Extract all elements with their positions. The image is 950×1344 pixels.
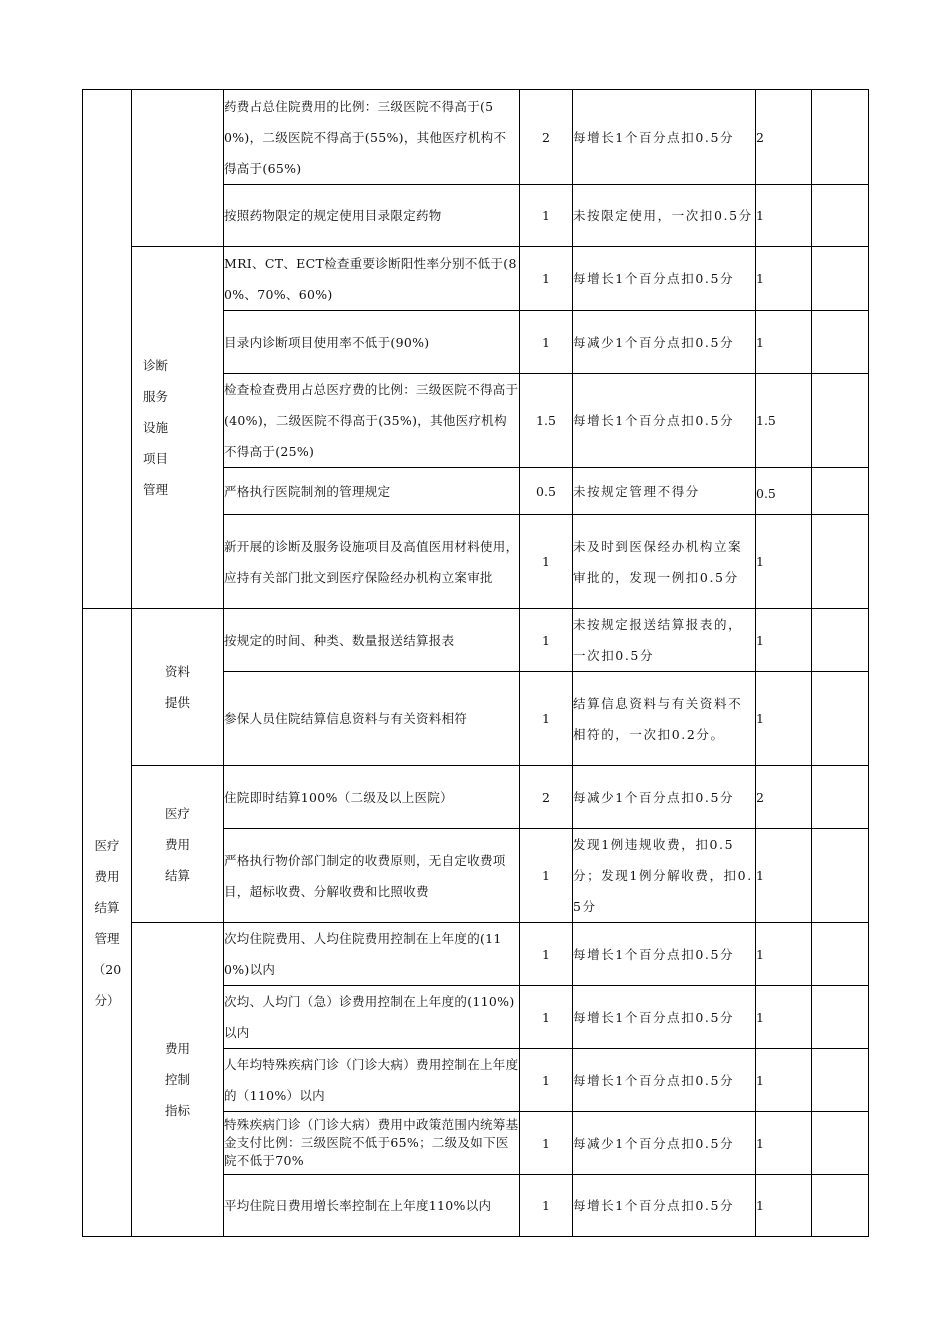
category-label: 结算 (94, 899, 120, 915)
deduction-cell: 未按限定使用，一次扣0.5分 (573, 185, 756, 247)
deduction-cell: 发现1例违规收费，扣0.5分；发现1例分解收费，扣0.5分 (573, 829, 756, 923)
remarks-cell (812, 185, 869, 247)
remarks-cell (812, 468, 869, 515)
table-row (83, 923, 869, 986)
subcategory-label: 提供 (164, 695, 190, 710)
deduction-cell: 每增长1个百分点扣0.5分 (573, 986, 756, 1049)
category-cell-empty (83, 90, 132, 609)
assessment-table (82, 89, 869, 1237)
deduction-cell: 每增长1个百分点扣0.5分 (573, 923, 756, 986)
score-cell: 1 (520, 1049, 573, 1112)
remarks-cell (812, 923, 869, 986)
score-cell: 1 (520, 609, 573, 672)
criterion-cell: 按规定的时间、种类、数量报送结算报表 (224, 609, 520, 672)
table-row (83, 247, 869, 311)
remarks-cell (812, 90, 869, 185)
remarks-cell (812, 374, 869, 468)
remarks-cell (812, 247, 869, 311)
remarks-cell (812, 829, 869, 923)
points-cell: 1 (756, 311, 812, 374)
criterion-cell: 平均住院日费用增长率控制在上年度110%以内 (224, 1175, 520, 1237)
score-cell: 1 (520, 986, 573, 1049)
subcategory-label: 管理 (143, 482, 169, 497)
subcategory-label: 诊断 (143, 358, 169, 373)
subcategory-data-provision (132, 609, 224, 766)
category-label: 费用 (94, 868, 120, 884)
subcategory-label: 费用 (164, 836, 190, 852)
score-cell: 2 (520, 766, 573, 829)
remarks-cell (812, 986, 869, 1049)
subcategory-label: 结算 (164, 867, 190, 883)
deduction-cell: 每减少1个百分点扣0.5分 (573, 311, 756, 374)
deduction-cell: 每增长1个百分点扣0.5分 (573, 374, 756, 468)
deduction-cell: 每减少1个百分点扣0.5分 (573, 1112, 756, 1175)
criterion-cell: 参保人员住院结算信息资料与有关资料相符 (224, 672, 520, 766)
score-cell: 1 (520, 1175, 573, 1237)
deduction-cell: 每减少1个百分点扣0.5分 (573, 766, 756, 829)
deduction-cell: 结算信息资料与有关资料不相符的，一次扣0.2分。 (573, 672, 756, 766)
subcategory-label: 费用 (164, 1041, 190, 1056)
category-label: 管理 (94, 930, 120, 946)
points-cell: 1 (756, 923, 812, 986)
category-medical-cost-settlement (83, 609, 132, 1237)
category-label: 医疗 (94, 837, 120, 853)
remarks-cell (812, 672, 869, 766)
subcategory-cell-empty (132, 90, 224, 247)
points-cell: 2 (756, 766, 812, 829)
remarks-cell (812, 609, 869, 672)
points-cell: 1 (756, 515, 812, 609)
subcategory-label: 医疗 (164, 805, 190, 821)
criterion-cell: MRI、CT、ECT检查重要诊断阳性率分别不低于(80%、70%、60%) (224, 247, 520, 311)
subcategory-label: 资料 (164, 664, 190, 679)
criterion-cell: 严格执行医院制剂的管理规定 (224, 468, 520, 515)
deduction-cell: 每增长1个百分点扣0.5分 (573, 1049, 756, 1112)
criterion-cell: 次均住院费用、人均住院费用控制在上年度的(110%)以内 (224, 923, 520, 986)
table-row (83, 766, 869, 829)
points-cell: 0.5 (756, 468, 812, 515)
remarks-cell (812, 311, 869, 374)
subcategory-label: 设施 (143, 420, 169, 435)
score-cell: 1 (520, 247, 573, 311)
category-label: 分） (94, 992, 120, 1008)
criterion-cell: 人年均特殊疾病门诊（门诊大病）费用控制在上年度的（110%）以内 (224, 1049, 520, 1112)
deduction-cell: 每增长1个百分点扣0.5分 (573, 1175, 756, 1237)
remarks-cell (812, 515, 869, 609)
points-cell: 1 (756, 1049, 812, 1112)
criterion-cell: 药费占总住院费用的比例：三级医院不得高于(50%)，二级医院不得高于(55%)，其他医疗机构不得高于(65%) (224, 90, 520, 185)
points-cell: 1 (756, 986, 812, 1049)
subcategory-diagnosis-services (132, 247, 224, 609)
score-cell: 1.5 (520, 374, 573, 468)
score-cell: 1 (520, 672, 573, 766)
points-cell: 2 (756, 90, 812, 185)
criterion-cell: 按照药物限定的规定使用目录限定药物 (224, 185, 520, 247)
subcategory-label: 项目 (143, 451, 169, 466)
criterion-cell: 次均、人均门（急）诊费用控制在上年度的(110%)以内 (224, 986, 520, 1049)
category-label: （20 (92, 961, 122, 977)
score-cell: 1 (520, 311, 573, 374)
remarks-cell (812, 1112, 869, 1175)
criterion-cell: 严格执行物价部门制定的收费原则，无自定收费项目，超标收费、分解收费和比照收费 (224, 829, 520, 923)
score-cell: 0.5 (520, 468, 573, 515)
score-cell: 1 (520, 923, 573, 986)
deduction-cell: 每增长1个百分点扣0.5分 (573, 90, 756, 185)
criterion-cell: 住院即时结算100%（二级及以上医院） (224, 766, 520, 829)
points-cell: 1 (756, 247, 812, 311)
criterion-cell: 检查检查费用占总医疗费的比例：三级医院不得高于(40%)，二级医院不得高于(35%)，其他医疗机构不得高于(25%) (224, 374, 520, 468)
points-cell: 1 (756, 185, 812, 247)
subcategory-label: 指标 (164, 1103, 190, 1118)
points-cell: 1 (756, 1112, 812, 1175)
deduction-cell: 未及时到医保经办机构立案审批的，发现一例扣0.5分 (573, 515, 756, 609)
score-cell: 1 (520, 1112, 573, 1175)
criterion-cell: 新开展的诊断及服务设施项目及高值医用材料使用，应持有关部门批文到医疗保险经办机构立案审批 (224, 515, 520, 609)
points-cell: 1 (756, 1175, 812, 1237)
subcategory-label: 服务 (143, 389, 169, 404)
criterion-cell: 目录内诊断项目使用率不低于(90%) (224, 311, 520, 374)
remarks-cell (812, 1049, 869, 1112)
score-cell: 1 (520, 185, 573, 247)
deduction-cell: 未按规定管理不得分 (573, 468, 756, 515)
score-cell: 1 (520, 515, 573, 609)
points-cell: 1 (756, 672, 812, 766)
points-cell: 1 (756, 609, 812, 672)
remarks-cell (812, 766, 869, 829)
subcategory-cost-control-indicators (132, 923, 224, 1237)
points-cell: 1.5 (756, 374, 812, 468)
points-cell: 1 (756, 829, 812, 923)
score-cell: 1 (520, 829, 573, 923)
remarks-cell (812, 1175, 869, 1237)
table-row (83, 90, 869, 185)
criterion-cell: 特殊疾病门诊（门诊大病）费用中政策范围内统筹基金支付比例：三级医院不低于65%；二级及如下医院不低于70% (224, 1112, 520, 1175)
subcategory-label: 控制 (164, 1072, 190, 1087)
subcategory-medical-cost-settlement (132, 766, 224, 923)
score-cell: 2 (520, 90, 573, 185)
deduction-cell: 每增长1个百分点扣0.5分 (573, 247, 756, 311)
table-row (83, 609, 869, 672)
deduction-cell: 未按规定报送结算报表的，一次扣0.5分 (573, 609, 756, 672)
